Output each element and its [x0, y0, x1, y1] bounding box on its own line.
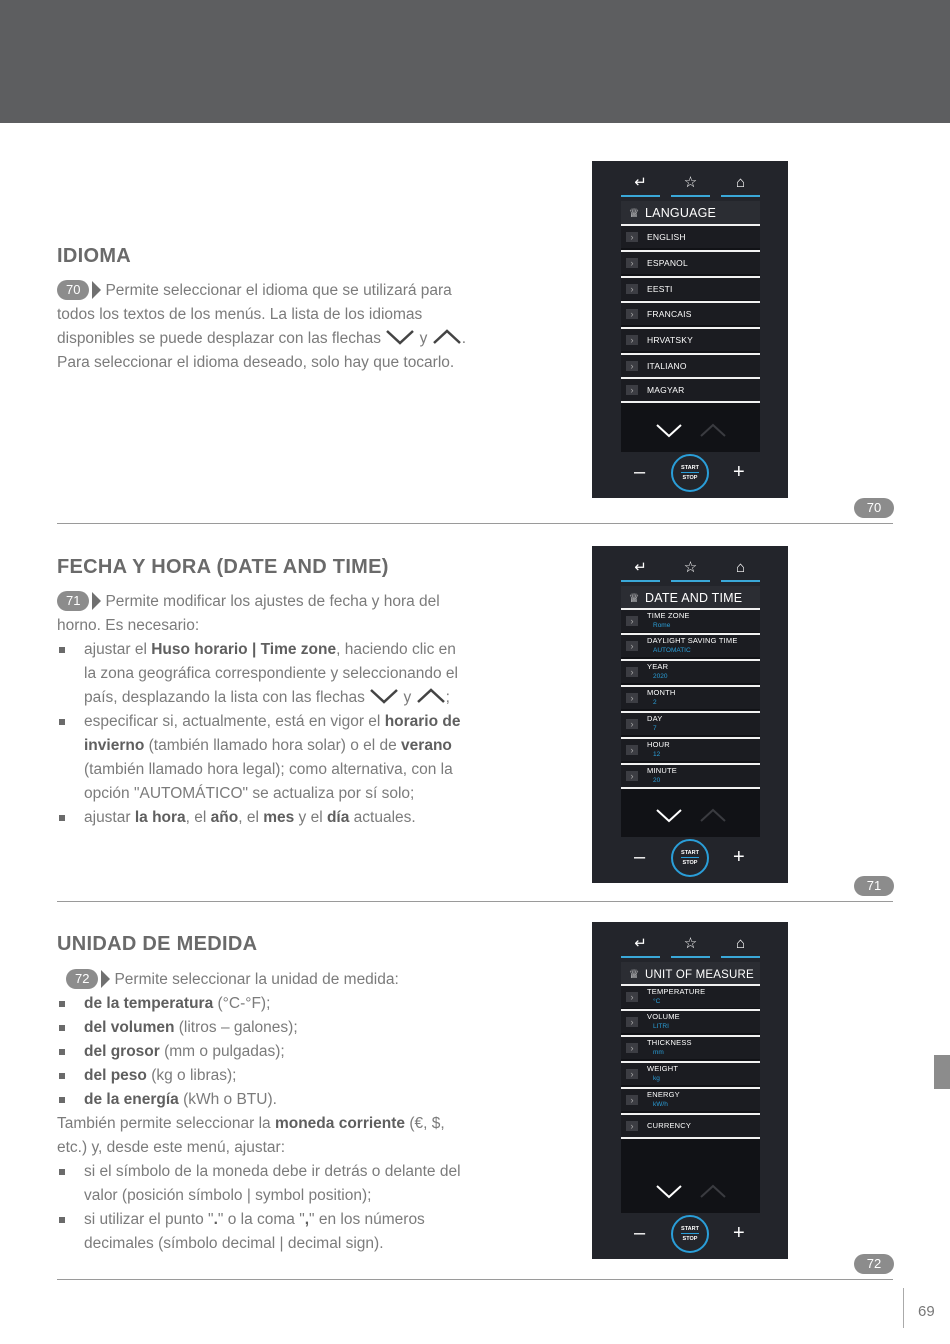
start-label: START [681, 465, 699, 471]
minus-button[interactable]: – [634, 846, 646, 868]
chef-hat-icon: ♕ [628, 206, 640, 220]
idioma-intro: Permite seleccionar el idioma que se utilizará para todos los textos de los menús. La lista de los idiomas disponibles se puede desplazar con las flechas [57, 282, 452, 347]
chevron-right-icon: › [626, 992, 638, 1002]
menu-item[interactable] [621, 608, 760, 632]
menu-header-label: UNIT OF MEASURE [645, 969, 754, 981]
menu-item[interactable] [621, 1087, 760, 1111]
chevron-right-icon: › [626, 616, 638, 626]
menu-item[interactable] [621, 1009, 760, 1033]
stop-label: STOP [682, 1236, 698, 1242]
menu-item-label: WEIGHT [647, 1064, 679, 1073]
chevron-right-icon: › [626, 385, 638, 395]
menu-item-label: YEAR [647, 662, 669, 671]
fecha-text [57, 590, 467, 830]
figure-badge: 72 [854, 1254, 894, 1274]
menu-item[interactable] [621, 1061, 760, 1085]
device-controls [592, 1215, 788, 1255]
device-screen-unit-of-measure [592, 922, 788, 1259]
back-icon[interactable]: ↵ [621, 934, 660, 958]
chevron-right-icon: › [626, 284, 638, 294]
chevron-right-icon: › [626, 1043, 638, 1053]
menu-item-label: FRANCAIS [647, 309, 692, 319]
device-controls [592, 839, 788, 879]
scroll-arrows [621, 797, 760, 837]
idioma-text [57, 279, 467, 375]
bullet-item: ajustar la hora, el año, el mes y el día actuales. [57, 806, 467, 830]
stop-label: STOP [682, 475, 698, 481]
menu-item-label: ESPANOL [647, 258, 688, 268]
menu-item-value: kg [653, 1075, 660, 1082]
pointer-triangle-icon [92, 281, 101, 299]
menu-item[interactable] [621, 1035, 760, 1059]
section-title-fecha: FECHA Y HORA (DATE AND TIME) [57, 556, 389, 578]
menu-item[interactable] [621, 1113, 760, 1139]
menu-item[interactable] [621, 984, 760, 1008]
plus-button[interactable]: + [733, 846, 745, 868]
chef-hat-icon: ♕ [628, 967, 640, 981]
menu-item-value: °C [653, 998, 661, 1005]
menu-item[interactable] [621, 685, 760, 709]
arrow-up-icon [432, 328, 462, 346]
divider [57, 901, 893, 902]
back-icon[interactable]: ↵ [621, 558, 660, 582]
page-number: 69 [918, 1303, 935, 1320]
chevron-right-icon: › [626, 771, 638, 781]
menu-item-value: 2020 [653, 673, 668, 680]
device-toolbar [621, 934, 760, 958]
chevron-right-icon: › [626, 1069, 638, 1079]
menu-item-value: mm [653, 1049, 664, 1056]
chevron-right-icon: › [626, 667, 638, 677]
menu-item[interactable] [621, 327, 760, 351]
menu-item-label: EESTI [647, 284, 673, 294]
pointer-triangle-icon [101, 970, 110, 988]
home-icon[interactable]: ⌂ [721, 934, 760, 958]
back-icon[interactable]: ↵ [621, 173, 660, 197]
device-toolbar [621, 558, 760, 582]
chevron-right-icon: › [626, 1121, 638, 1131]
menu-item-value: 20 [653, 777, 661, 784]
conj: y [419, 330, 428, 347]
punct: . [461, 330, 466, 347]
scroll-up-icon [701, 810, 725, 821]
menu-header-label: DATE AND TIME [645, 591, 743, 605]
minus-button[interactable]: – [634, 461, 646, 483]
pointer-triangle-icon [92, 592, 101, 610]
menu-item-label: ENGLISH [647, 232, 686, 242]
menu-item-value: 2 [653, 699, 657, 706]
bullet-item: ajustar el Huso horario | Time zone, haciendo clic en la zona geográfica correspondiente y seleccionando el país, desplazando la lista con las flechas y ; [57, 638, 467, 710]
menu-item-label: DAYLIGHT SAVING TIME [647, 636, 738, 645]
minus-button[interactable]: – [634, 1222, 646, 1244]
menu-item-label: MAGYAR [647, 385, 685, 395]
menu-header [621, 586, 760, 609]
chevron-right-icon: › [626, 361, 638, 371]
chevron-right-icon: › [626, 258, 638, 268]
menu-item-label: TEMPERATURE [647, 987, 706, 996]
device-toolbar [621, 173, 760, 197]
star-icon[interactable]: ☆ [671, 173, 710, 197]
menu-item-label: HOUR [647, 740, 670, 749]
menu-item-value: LITRI [653, 1023, 669, 1030]
chevron-right-icon: › [626, 1017, 638, 1027]
ref-badge: 71 [57, 591, 89, 611]
menu-item-label: MINUTE [647, 766, 677, 775]
plus-button[interactable]: + [733, 461, 745, 483]
ref-badge: 72 [66, 969, 98, 989]
scroll-up-icon [701, 1186, 725, 1197]
menu-item-label: VOLUME [647, 1012, 680, 1021]
menu-item-label: ENERGY [647, 1090, 680, 1099]
bullet-item: del grosor (mm o pulgadas); [57, 1040, 467, 1064]
menu-item-value: AUTOMATIC [653, 647, 691, 654]
menu-item-value: 7 [653, 725, 657, 732]
menu-item[interactable] [621, 633, 760, 657]
top-banner [0, 0, 950, 123]
device-screen-language [592, 161, 788, 498]
chevron-right-icon: › [626, 693, 638, 703]
scroll-arrows [621, 1173, 760, 1213]
menu-item-value: Rome [653, 622, 671, 629]
menu-item[interactable] [621, 353, 760, 377]
device-menu-panel [621, 201, 760, 452]
side-tab [934, 1055, 950, 1089]
start-label: START [681, 1226, 699, 1232]
start-stop-button[interactable] [671, 839, 709, 877]
divider [57, 1279, 893, 1280]
menu-item[interactable] [621, 737, 760, 761]
menu-item[interactable] [621, 301, 760, 325]
section-title-unidad: UNIDAD DE MEDIDA [57, 933, 258, 955]
menu-item-label: TIME ZONE [647, 611, 690, 620]
idioma-line2: Para seleccionar el idioma deseado, solo hay que tocarlo. [57, 354, 455, 371]
unidad-intro: Permite seleccionar la unidad de medida: [114, 971, 399, 988]
menu-item[interactable] [621, 711, 760, 735]
arrow-up-icon [416, 687, 446, 705]
scroll-down-icon [657, 810, 681, 821]
bullet-item: de la temperatura (°C-°F); [57, 992, 467, 1016]
unidad-also: También permite seleccionar la moneda corriente (€, $, etc.) y, desde este menú, ajustar: [57, 1115, 445, 1156]
chevron-right-icon: › [626, 335, 638, 345]
bullet-item: del peso (kg o libras); [57, 1064, 467, 1088]
menu-item[interactable] [621, 659, 760, 683]
bullet-item: si utilizar el punto "." o la coma "," en los números decimales (símbolo decimal | decimal sign). [57, 1208, 467, 1256]
menu-item[interactable] [621, 250, 760, 274]
device-menu-panel [621, 586, 760, 837]
device-controls [592, 454, 788, 494]
unidad-text [57, 968, 467, 1256]
ref-badge: 70 [57, 280, 89, 300]
bullet-item: especificar si, actualmente, está en vigor el horario de invierno (también llamado hora solar) o el de verano (también llamado hora legal); como alternativa, con la opción "AUTOMÁTICO" se actualiza por sí solo; [57, 710, 467, 806]
start-stop-button[interactable] [671, 454, 709, 492]
scroll-down-icon [657, 1186, 681, 1197]
chevron-right-icon: › [626, 309, 638, 319]
chef-hat-icon: ♕ [628, 591, 640, 605]
menu-item[interactable] [621, 377, 760, 403]
arrow-down-icon [385, 328, 415, 346]
start-label: START [681, 850, 699, 856]
menu-item-value: kW/h [653, 1101, 668, 1108]
page-number-divider [903, 1288, 904, 1328]
home-icon[interactable]: ⌂ [721, 558, 760, 582]
home-icon[interactable]: ⌂ [721, 173, 760, 197]
figure-badge: 70 [854, 498, 894, 518]
scroll-arrows [621, 412, 760, 452]
menu-header [621, 201, 760, 224]
divider [57, 523, 893, 524]
menu-item-label: HRVATSKY [647, 335, 694, 345]
menu-item-label: CURRENCY [647, 1121, 692, 1130]
arrow-down-icon [369, 687, 399, 705]
menu-item-label: THICKNESS [647, 1038, 692, 1047]
bullet-item: si el símbolo de la moneda debe ir detrás o delante del valor (posición símbolo | symbol position); [57, 1160, 467, 1208]
menu-item-value: 12 [653, 751, 661, 758]
menu-item-label: ITALIANO [647, 361, 687, 371]
chevron-right-icon: › [626, 232, 638, 242]
plus-button[interactable]: + [733, 1222, 745, 1244]
menu-item-label: DAY [647, 714, 663, 723]
star-icon[interactable]: ☆ [671, 558, 710, 582]
menu-item[interactable] [621, 224, 760, 248]
device-menu-panel [621, 962, 760, 1213]
menu-item[interactable] [621, 276, 760, 300]
menu-header-label: LANGUAGE [645, 206, 717, 220]
chevron-right-icon: › [626, 745, 638, 755]
chevron-right-icon: › [626, 719, 638, 729]
scroll-up-icon [701, 425, 725, 436]
menu-header [621, 962, 760, 985]
star-icon[interactable]: ☆ [671, 934, 710, 958]
menu-item[interactable] [621, 763, 760, 789]
scroll-down-icon [657, 425, 681, 436]
start-stop-button[interactable] [671, 1215, 709, 1253]
bullet-item: de la energía (kWh o BTU). [57, 1088, 467, 1112]
figure-badge: 71 [854, 876, 894, 896]
chevron-right-icon: › [626, 1095, 638, 1105]
chevron-right-icon: › [626, 641, 638, 651]
section-title-idioma: IDIOMA [57, 245, 132, 267]
menu-item-label: MONTH [647, 688, 676, 697]
stop-label: STOP [682, 860, 698, 866]
device-screen-date-time [592, 546, 788, 883]
bullet-item: del volumen (litros – galones); [57, 1016, 467, 1040]
fecha-intro: Permite modificar los ajustes de fecha y hora del horno. Es necesario: [57, 593, 440, 634]
